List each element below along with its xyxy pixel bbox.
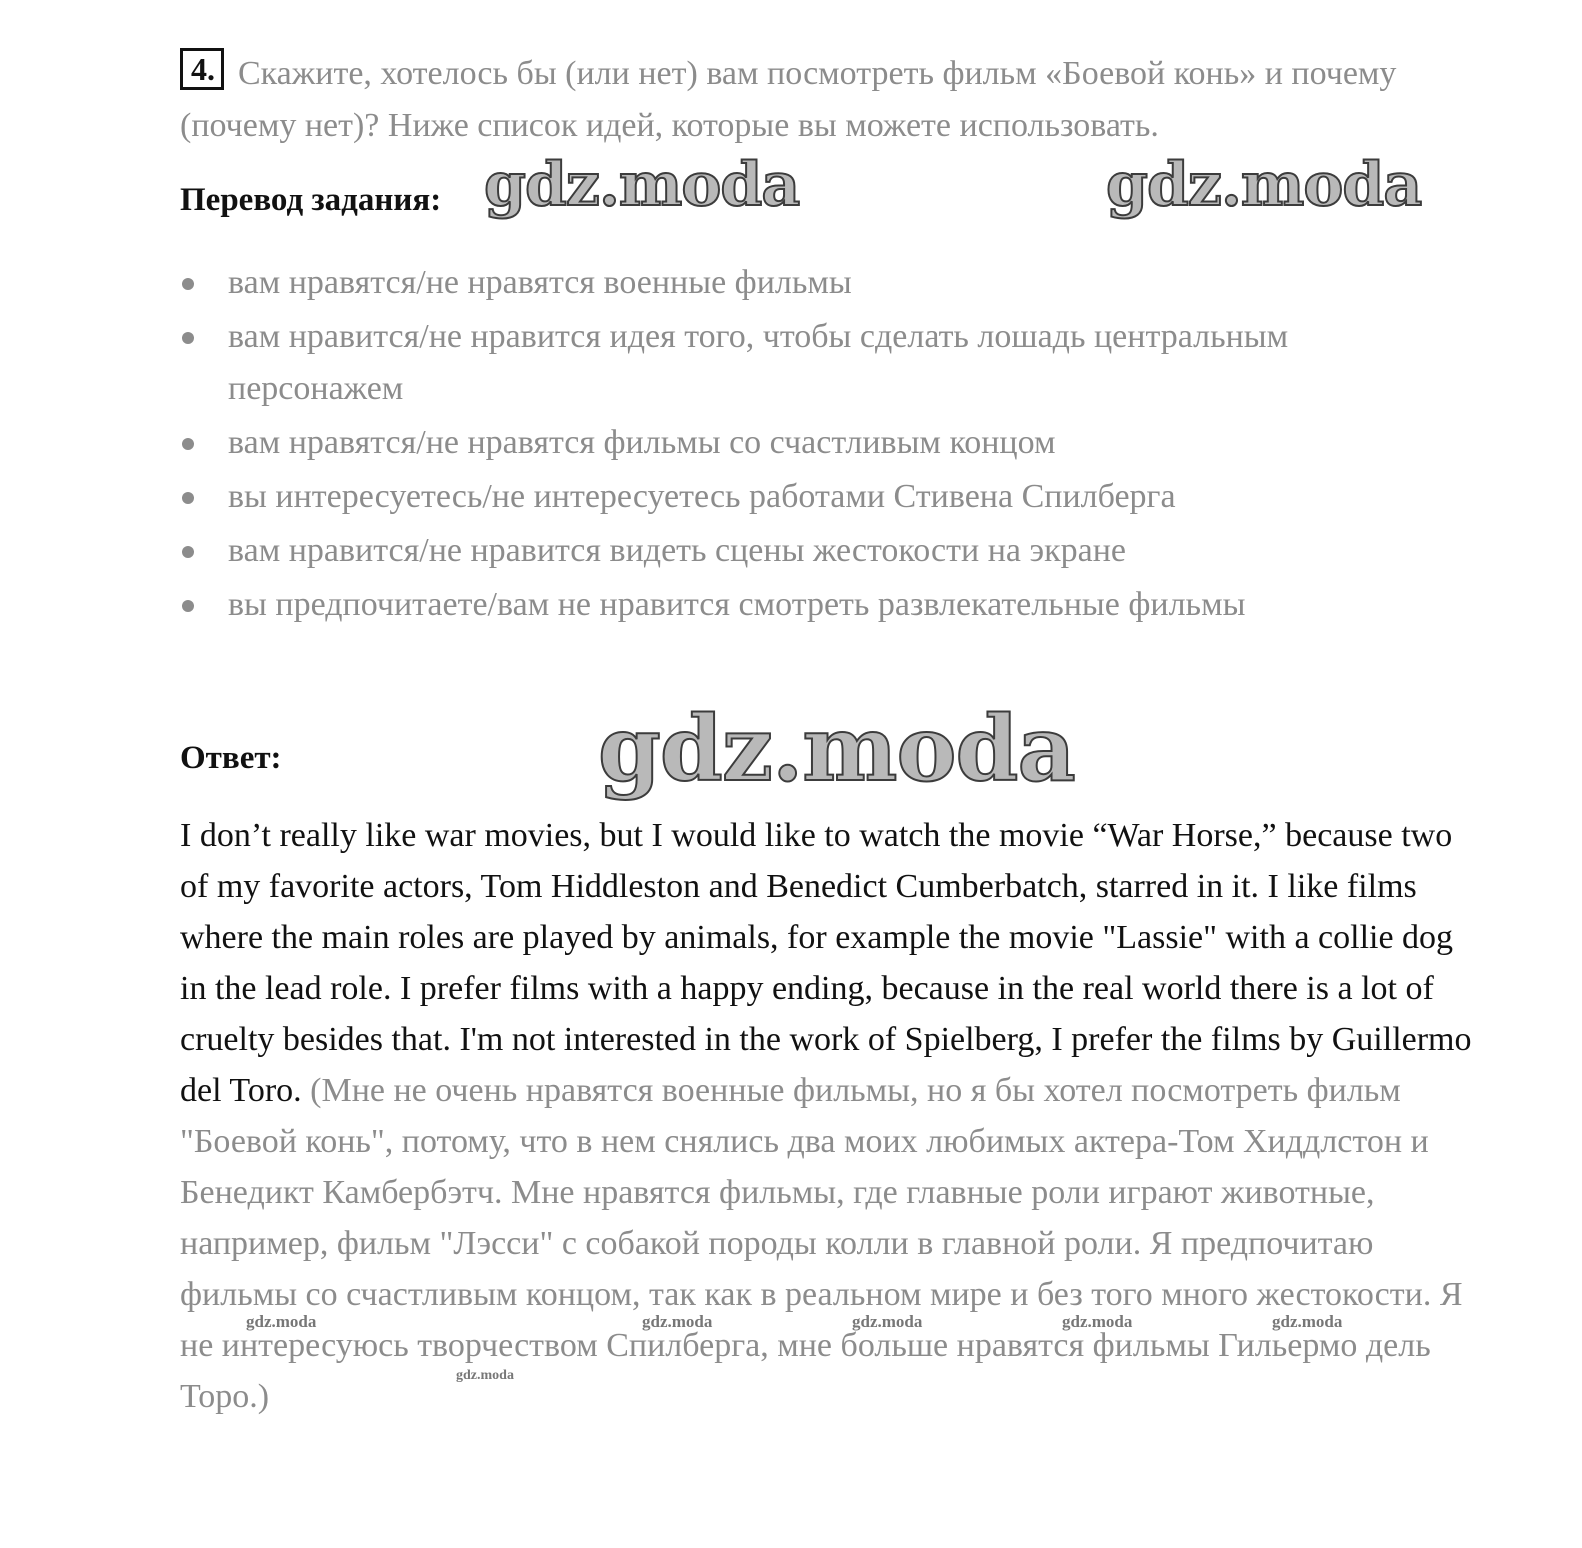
watermark-small: gdz.moda — [642, 1312, 713, 1331]
watermark-logo: gdz.moda — [484, 150, 800, 220]
task-text: Скажите, хотелось бы (или нет) вам посмотреть фильм «Боевой конь» и почему (почему нет)? Ниже список идей, которые вы можете использовать. — [180, 55, 1397, 144]
list-item: вам нравятся/не нравятся фильмы со счастливым концом — [180, 417, 1470, 469]
list-item: вы предпочитаете/вам не нравится смотреть развлекательные фильмы — [180, 579, 1470, 631]
watermark-logo: gdz.moda — [598, 696, 1075, 802]
list-item: вам нравится/не нравится идея того, чтобы сделать лошадь центральным персонажем — [180, 311, 1470, 415]
task-prompt — [180, 48, 1470, 152]
list-item: вы интересуетесь/не интересуетесь работами Стивена Спилберга — [180, 471, 1470, 523]
list-item: вам нравится/не нравится видеть сцены жестокости на экране — [180, 525, 1470, 577]
ideas-list — [180, 257, 1470, 633]
answer-heading: Ответ: — [180, 740, 282, 776]
translation-heading: Перевод задания: — [180, 182, 442, 218]
answer-english: I don’t really like war movies, but I would like to watch the movie “War Horse,” because two of my favorite actors, Tom Hiddleston and Benedict Cumberbatch, starred in it. I like films where the main roles are played by animals, for example the movie "Lassie" with a collie dog in the lead role. I prefer films with a happy ending, because in the real world there is a lot of cruelty besides that. I'm not interested in the work of Spielberg, I prefer the films by Guillermo del Toro. — [180, 817, 1472, 1109]
watermark-small: gdz.moda — [852, 1312, 923, 1331]
task-number: 4. — [180, 48, 224, 90]
watermark-small: gdz.moda — [1272, 1312, 1343, 1331]
watermark-small: gdz.moda — [456, 1368, 514, 1383]
list-item: вам нравятся/не нравятся военные фильмы — [180, 257, 1470, 309]
watermark-logo: gdz.moda — [1106, 150, 1422, 220]
watermark-small: gdz.moda — [1062, 1312, 1133, 1331]
watermark-small: gdz.moda — [246, 1312, 317, 1331]
answer-russian: (Мне не очень нравятся военные фильмы, но я бы хотел посмотреть фильм "Боевой конь", потому, что в нем снялись два моих любимых актера-Том Хиддлстон и Бенедикт Камбербэтч. Мне нравятся фильмы, где главные роли играют животные, например, фильм "Лэсси" с собакой породы колли в главной роли. Я предпочитаю фильмы со счастливым концом, так как в реальном мире и без того много жестокости. Я не интересуюсь творчеством Спилберга, мне больше нравятся фильмы Гильермо дель Торо.) — [180, 1072, 1463, 1415]
